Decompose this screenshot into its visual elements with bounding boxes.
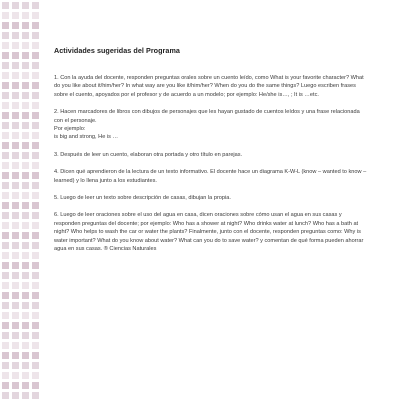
margin-square (12, 62, 19, 69)
margin-square (12, 132, 19, 139)
margin-square (32, 42, 39, 49)
margin-square (22, 232, 29, 239)
margin-square (32, 372, 39, 379)
margin-square (2, 102, 9, 109)
margin-square (12, 52, 19, 59)
margin-square (32, 322, 39, 329)
margin-square (22, 222, 29, 229)
margin-square (32, 92, 39, 99)
margin-square (32, 152, 39, 159)
margin-square (22, 202, 29, 209)
activity-paragraph-3: 3. Después de leer un cuento, elaboran otra portada y otro título en parejas. (54, 151, 243, 158)
margin-square (2, 142, 9, 149)
margin-square (22, 322, 29, 329)
margin-square (32, 312, 39, 319)
margin-square (2, 202, 9, 209)
margin-square (12, 372, 19, 379)
margin-square (2, 282, 9, 289)
margin-square (2, 322, 9, 329)
margin-square (32, 12, 39, 19)
document-content (54, 46, 368, 263)
margin-square (2, 42, 9, 49)
margin-square (12, 302, 19, 309)
margin-square (32, 272, 39, 279)
margin-square (22, 242, 29, 249)
margin-square (32, 242, 39, 249)
margin-square (2, 172, 9, 179)
margin-square (22, 372, 29, 379)
margin-square (22, 122, 29, 129)
margin-square (2, 262, 9, 269)
margin-square (2, 82, 9, 89)
margin-square (2, 12, 9, 19)
margin-square (22, 52, 29, 59)
margin-square (22, 332, 29, 339)
margin-square (12, 312, 19, 319)
margin-square (22, 342, 29, 349)
margin-square (22, 362, 29, 369)
margin-square (12, 262, 19, 269)
margin-square (2, 62, 9, 69)
margin-square (32, 192, 39, 199)
margin-square (12, 142, 19, 149)
activity-paragraph-4: 4. Dicen qué aprendieron de la lectura de un texto informativo. El docente hace un diagrama K-W-L (know – wanted to know – learned) y lo llena junto a los estudiantes. (54, 169, 367, 184)
margin-square (12, 292, 19, 299)
margin-square (2, 122, 9, 129)
margin-square (32, 262, 39, 269)
margin-square (12, 332, 19, 339)
margin-square (22, 142, 29, 149)
margin-square (32, 352, 39, 359)
margin-square (2, 312, 9, 319)
margin-square (2, 342, 9, 349)
margin-square (12, 72, 19, 79)
margin-square (12, 92, 19, 99)
margin-square (2, 72, 9, 79)
margin-square (32, 292, 39, 299)
margin-square (2, 272, 9, 279)
margin-square (22, 32, 29, 39)
margin-square (32, 332, 39, 339)
margin-square (22, 2, 29, 9)
margin-square (2, 52, 9, 59)
margin-square (2, 212, 9, 219)
margin-square (22, 112, 29, 119)
margin-square (22, 132, 29, 139)
activity-paragraph-5: 5. Luego de leer un texto sobre descripción de casas, dibujan la propia. (54, 195, 231, 202)
margin-square (2, 152, 9, 159)
margin-square (2, 32, 9, 39)
margin-square (32, 182, 39, 189)
margin-square (32, 342, 39, 349)
margin-square (32, 282, 39, 289)
margin-square (12, 322, 19, 329)
margin-square (2, 182, 9, 189)
margin-square (22, 22, 29, 29)
margin-square (22, 152, 29, 159)
margin-square (12, 122, 19, 129)
margin-square (32, 82, 39, 89)
margin-square (2, 222, 9, 229)
margin-square (12, 2, 19, 9)
margin-square (2, 242, 9, 249)
margin-square (32, 232, 39, 239)
margin-square (32, 142, 39, 149)
margin-square (12, 102, 19, 109)
margin-square (22, 272, 29, 279)
margin-square (32, 52, 39, 59)
margin-square (12, 182, 19, 189)
margin-square (32, 162, 39, 169)
margin-square (22, 172, 29, 179)
margin-square (32, 252, 39, 259)
margin-square (32, 132, 39, 139)
margin-square (12, 342, 19, 349)
margin-square (22, 262, 29, 269)
margin-square (2, 162, 9, 169)
margin-square (32, 392, 39, 399)
margin-square (22, 12, 29, 19)
margin-square (12, 192, 19, 199)
margin-square (2, 302, 9, 309)
margin-square (32, 172, 39, 179)
margin-square (12, 172, 19, 179)
margin-square (32, 2, 39, 9)
margin-square (32, 102, 39, 109)
margin-square (12, 152, 19, 159)
activity-paragraph-1: 1. Con la ayuda del docente, responden preguntas orales sobre un cuento leído, como What is your favorite character? What do you like about it/him/her? In what way are you like it/him/her? When do you do the same things? Luego escriben frases sobre el cuento, apoyados por el profesor y de acuerdo a un modelo; por ejemplo: He/she is…, ; It is …etc. (54, 75, 364, 98)
margin-square (12, 82, 19, 89)
margin-square (32, 22, 39, 29)
margin-square (12, 22, 19, 29)
margin-square (2, 92, 9, 99)
activity-paragraph-2: 2. Hacen marcadores de libros con dibujos de personajes que les hayan gustado de cuentos leídos y una frase relacionada con el personaje. Por ejemplo: is big and strong, He is … (54, 109, 360, 141)
margin-square (2, 192, 9, 199)
margin-square (12, 242, 19, 249)
margin-square (22, 382, 29, 389)
margin-square (12, 162, 19, 169)
margin-square (22, 182, 29, 189)
margin-square (32, 222, 39, 229)
margin-square (32, 112, 39, 119)
margin-square (12, 212, 19, 219)
margin-square (12, 222, 19, 229)
margin-square (2, 292, 9, 299)
margin-square (12, 112, 19, 119)
margin-square (12, 362, 19, 369)
margin-square (12, 382, 19, 389)
margin-square (22, 352, 29, 359)
margin-square (32, 72, 39, 79)
margin-square (22, 252, 29, 259)
margin-square (2, 332, 9, 339)
margin-square (22, 212, 29, 219)
margin-square (2, 112, 9, 119)
margin-square (2, 252, 9, 259)
margin-square (2, 232, 9, 239)
margin-square (12, 32, 19, 39)
margin-square (32, 362, 39, 369)
margin-square (22, 392, 29, 399)
margin-square (32, 32, 39, 39)
margin-square (22, 62, 29, 69)
margin-square (22, 162, 29, 169)
margin-square (32, 122, 39, 129)
margin-square (32, 202, 39, 209)
margin-square (12, 12, 19, 19)
activity-paragraph-6: 6. Luego de leer oraciones sobre el uso del agua en casa, dicen oraciones sobre cómo usan el agua en sus casas y responden preguntas del docente; por ejemplo: Who has a shower at night? Who drinks water at lunch? Who has a bath at night? Who helps to wash the car or water the plants? Finalmente, junto con el docente, responden preguntas como: Why is water important? What do you know about water? What can you do to save water? y comentan de qué forma pueden ahorrar agua en sus casas. ® Ciencias Naturales (54, 212, 364, 253)
margin-square (22, 312, 29, 319)
section-title: Actividades sugeridas del Programa (54, 46, 180, 55)
margin-square (2, 382, 9, 389)
margin-square (22, 292, 29, 299)
margin-square (22, 72, 29, 79)
margin-square (22, 302, 29, 309)
margin-square (12, 202, 19, 209)
margin-square (12, 42, 19, 49)
margin-square (2, 132, 9, 139)
margin-square (22, 42, 29, 49)
margin-square (2, 362, 9, 369)
margin-square (12, 272, 19, 279)
margin-square (2, 22, 9, 29)
margin-square (22, 82, 29, 89)
margin-square (32, 382, 39, 389)
margin-square (22, 192, 29, 199)
margin-square (22, 282, 29, 289)
margin-square (22, 92, 29, 99)
margin-square (12, 282, 19, 289)
margin-square (32, 62, 39, 69)
margin-square (2, 2, 9, 9)
margin-square (12, 232, 19, 239)
margin-square (12, 392, 19, 399)
margin-square (2, 392, 9, 399)
margin-square (32, 212, 39, 219)
decorative-margin-strip (0, 0, 40, 400)
margin-square (12, 252, 19, 259)
margin-square (2, 352, 9, 359)
margin-square (32, 302, 39, 309)
margin-square (12, 352, 19, 359)
margin-square (22, 102, 29, 109)
margin-square (2, 372, 9, 379)
